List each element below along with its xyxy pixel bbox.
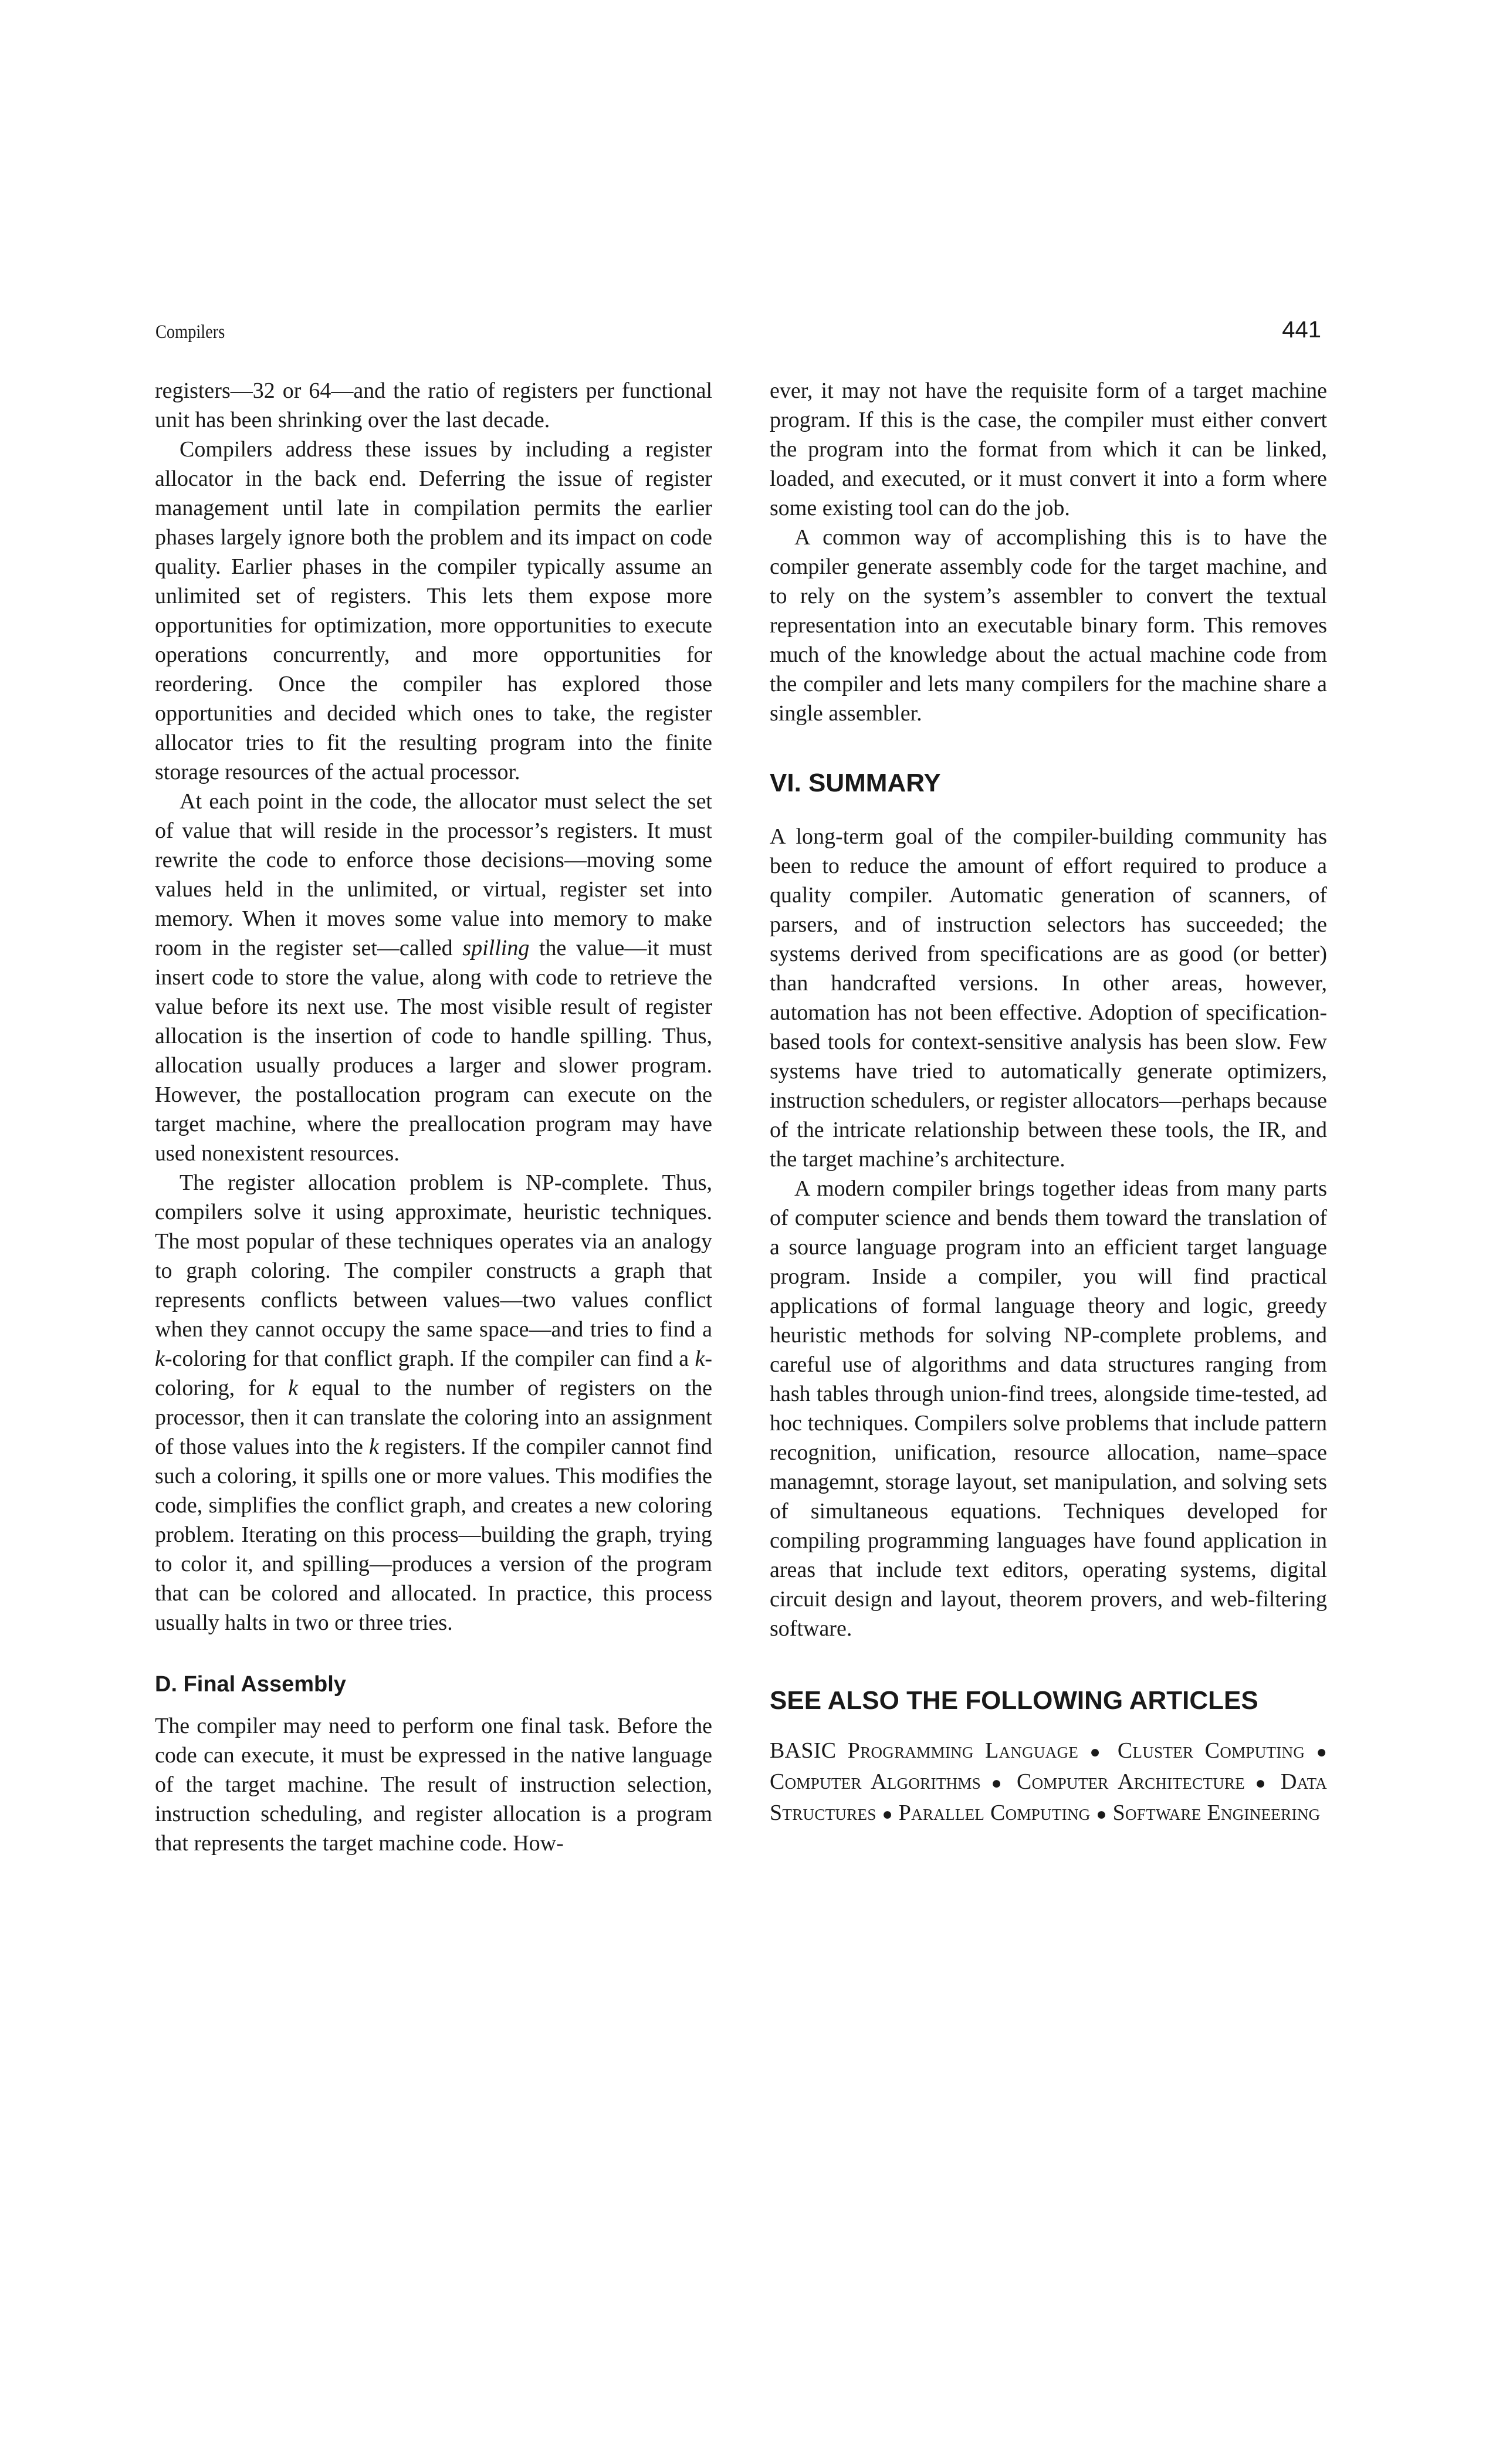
left-column xyxy=(155,376,712,1858)
text-run: At each point in the code, the allocator must select the set of value that will reside in the processor’s registers. It must rewrite the code to enforce those decisions—moving some values held in the unlimited, or virtual, register set into memory. When it moves some value into memory to make room in the register set—called xyxy=(155,789,712,960)
paragraph: The compiler may need to perform one final task. Before the code can execute, it must be expressed in the native language of the target machine. The result of instruction selection, instruction scheduling, and register allocation is a program that represents the target machine code. How- xyxy=(155,1714,712,1856)
paragraph: Compilers address these issues by including a register allocator in the back end. Deferring the issue of register management until late in compilation permits the earlier phases largely ignore both the problem and its impact on code quality. Earlier phases in the compiler typically assume an unlimited set of registers. This lets them expose more opportunities for optimization, more opportunities to execute operations concurrently, and more opportunities for reordering. Once the compiler has explored those opportunities and decided which ones to take, the register allocator tries to fit the resulting program into the finite storage resources of the actual processor. xyxy=(155,437,712,784)
italic-term: k xyxy=(695,1346,705,1371)
paragraph: A modern compiler brings together ideas from many parts of computer science and bends them toward the translation of a source language program into an efficient target language program. Inside a compiler, you will find practical applications of formal language theory and logic, greedy heuristic methods for solving NP-complete problems, and careful use of algorithms and data structures ranging from hash tables through union-find trees, alongside time-tested, ad hoc techniques. Compilers solve problems that include pattern recognition, unification, resource allocation, name–space managemnt, storage layout, set manipulation, and solving sets of simultaneous equations. Techniques developed for compiling programming languages have found application in areas that include text editors, operating systems, digital circuit design and layout, theorem provers, and web-filtering software. xyxy=(770,1176,1327,1641)
italic-term: k xyxy=(369,1434,379,1459)
text-run: registers. If the compiler cannot find such a coloring, it spills one or more values. This modifies the code, simplifies the conflict graph, and creates a new coloring problem. Iterating on this process—building the graph, trying to color it, and spilling—produces a version of the program that can be colored and allocated. In practice, this process usually halts in two or three tries. xyxy=(155,1434,713,1635)
see-also-item[interactable]: Computer Algorithms xyxy=(770,1769,981,1794)
page-number: 441 xyxy=(1282,317,1321,343)
bullet-separator: ● xyxy=(882,1805,893,1824)
see-also-list xyxy=(770,1736,1327,1829)
text-run: -coloring for that conflict graph. If the compiler can find a xyxy=(164,1346,695,1371)
section-heading-see-also: SEE ALSO THE FOLLOWING ARTICLES xyxy=(770,1686,1258,1715)
paragraph: A common way of accomplishing this is to have the compiler generate assembly code for the target machine, and to rely on the system’s assembler to convert the textual representation into an executable binary form. This removes much of the knowledge about the actual machine code from the compiler and lets many compilers for the machine share a single assembler. xyxy=(770,525,1327,726)
bullet-separator: ● xyxy=(1255,1773,1271,1793)
paragraph xyxy=(155,1168,712,1637)
italic-term: spilling xyxy=(462,936,530,960)
bullet-separator: ● xyxy=(1096,1805,1107,1824)
right-column xyxy=(770,376,1327,1829)
see-also-item[interactable]: Computer Architecture xyxy=(1016,1769,1245,1794)
italic-term: k xyxy=(288,1376,299,1400)
see-also-item[interactable]: Software Engineering xyxy=(1112,1800,1321,1825)
see-also-item[interactable]: Parallel Computing xyxy=(898,1800,1091,1825)
italic-term: k xyxy=(155,1346,165,1371)
paragraph xyxy=(155,787,712,1168)
bullet-separator: ● xyxy=(991,1773,1007,1793)
bullet-separator: ● xyxy=(1316,1742,1327,1762)
bullet-separator: ● xyxy=(1089,1742,1106,1762)
see-also-item[interactable]: BASIC Programming Language xyxy=(770,1738,1079,1763)
section-heading-summary: VI. SUMMARY xyxy=(770,769,941,797)
section-heading-final-assembly: D. Final Assembly xyxy=(155,1672,346,1697)
paragraph: A long-term goal of the compiler-building community has been to reduce the amount of effort required to produce a quality compiler. Automatic generation of scanners, of parsers, and of instruction selectors has succeeded; the systems derived from specifications are as good (or better) than handcrafted versions. In other areas, however, automation has not been effective. Adoption of specification-based tools for context-sensitive analysis has been slow. Few systems have tried to automatically generate optimizers, instruction schedulers, or register allocators—perhaps because of the intricate relationship between these tools, the IR, and the target machine’s architecture. xyxy=(770,824,1327,1172)
paragraph: registers—32 or 64—and the ratio of registers per functional unit has been shrinking over the last decade. xyxy=(155,378,712,432)
running-head: Compilers xyxy=(155,321,225,343)
see-also-item[interactable]: Cluster Computing xyxy=(1117,1738,1305,1763)
text-run: equal to the number of registers on the processor, then it can translate the coloring into an assignment of those values into the xyxy=(155,1376,712,1459)
paragraph: ever, it may not have the requisite form of a target machine program. If this is the case, the compiler must either convert the program into the format from which it can be linked, loaded, and executed, or it must convert it into a form where some existing tool can do the job. xyxy=(770,378,1327,520)
text-run: the value—it must insert code to store the value, along with code to retrieve the value before its next use. The most visible result of register allocation is the insertion of code to handle spilling. Thus, allocation usually produces a larger and slower program. However, the postallocation program can execute on the target machine, where the preallocation program may have used nonexistent resources. xyxy=(155,936,712,1166)
see-also-item[interactable]: Data Structures xyxy=(770,1769,1327,1825)
text-run: -coloring, for xyxy=(155,1346,712,1400)
text-run: The register allocation problem is NP-complete. Thus, compilers solve it using approximate, heuristic techniques. The most popular of these techniques operates via an analogy to graph coloring. The compiler constructs a graph that represents conflicts between values—two values conflict when they cannot occupy the same space—and tries to find a xyxy=(155,1170,712,1342)
